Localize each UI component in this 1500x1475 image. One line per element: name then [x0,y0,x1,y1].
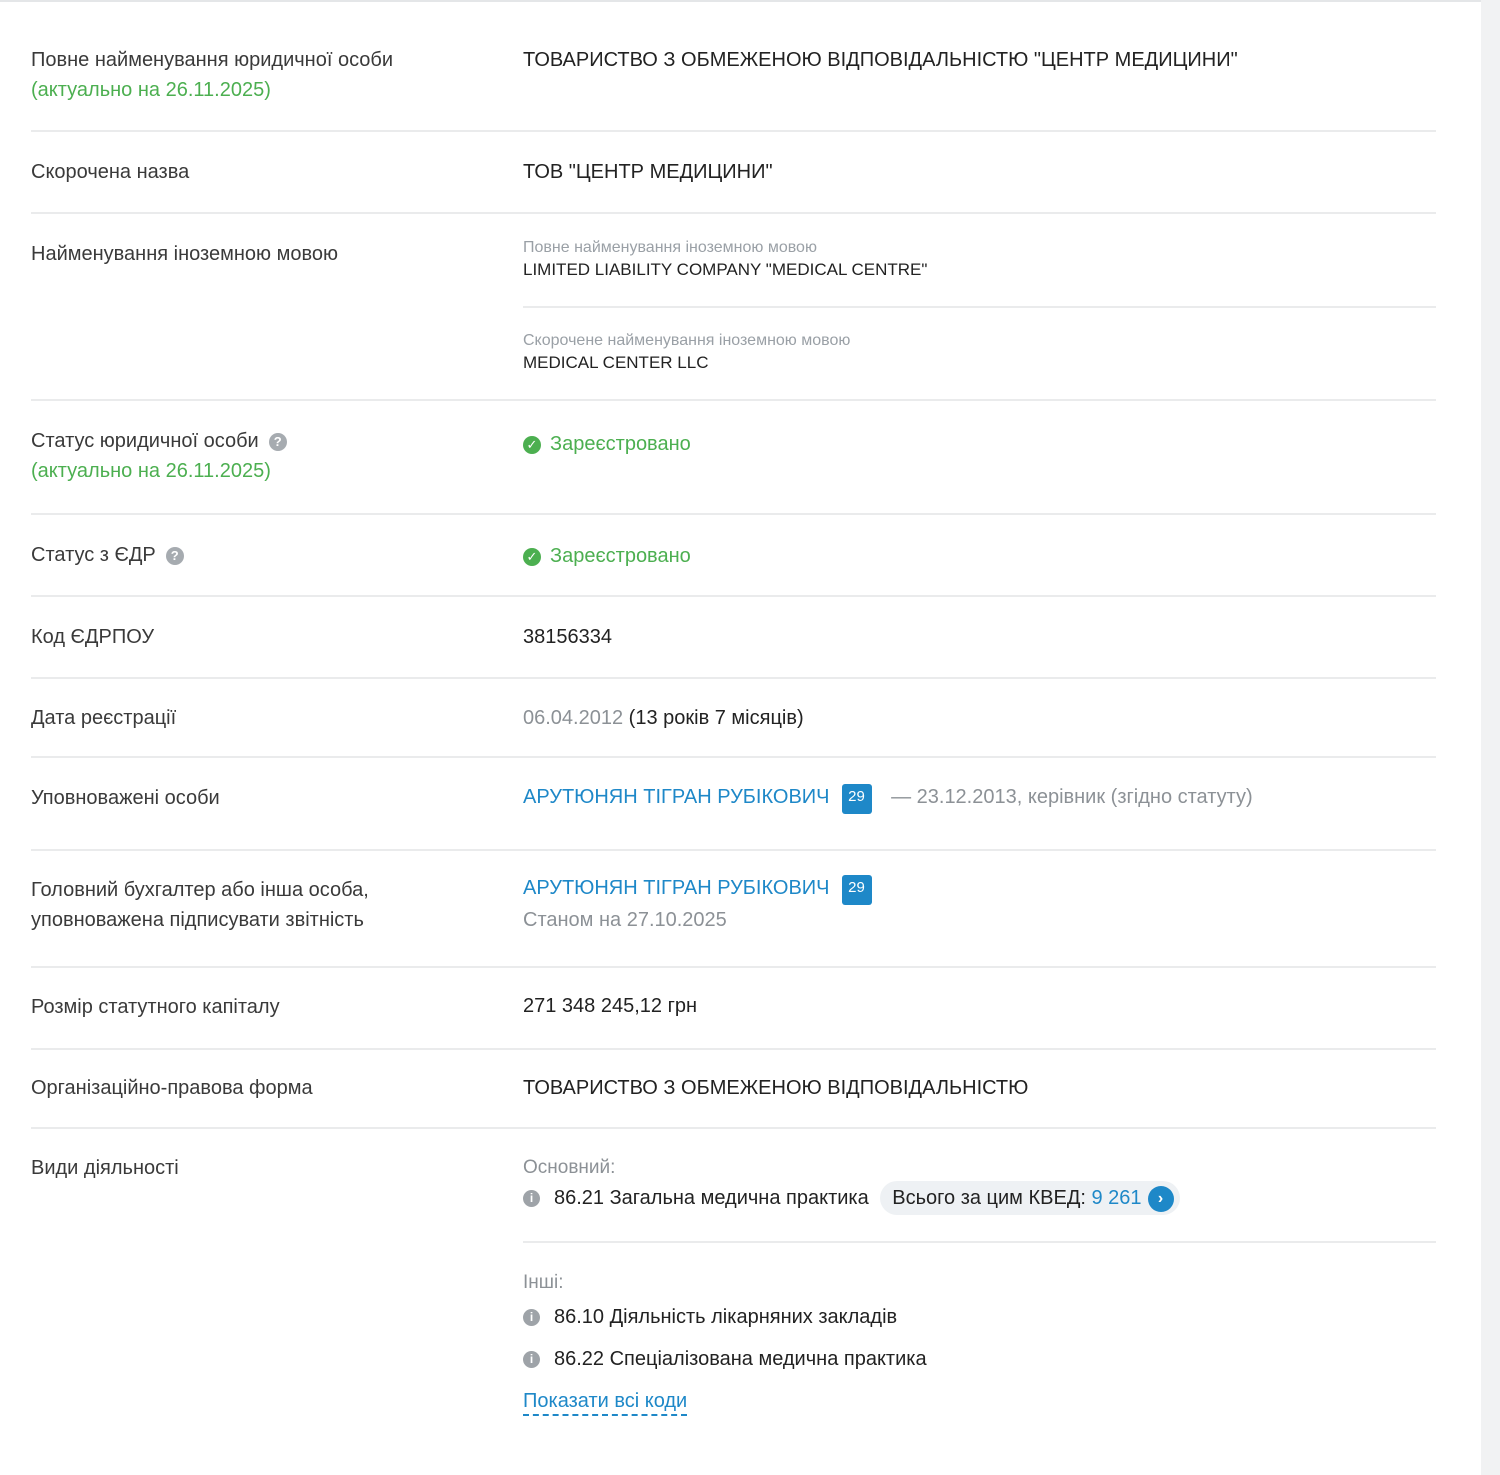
status-label: Статус юридичної особи [31,430,259,452]
row-edrpou [31,597,1436,679]
kved-total-count: 9 261 [1091,1187,1142,1209]
check-circle-icon: ✓ [523,548,541,566]
person-count-badge[interactable]: 29 [842,875,872,905]
reg-date: 06.04.2012 [523,707,624,729]
activities-divider [523,1241,1436,1243]
row-legal-form [31,1050,1436,1129]
short-name-value: ТОВ "ЦЕНТР МЕДИЦИНИ" [523,161,773,183]
edr-status-text: Зареєстровано [550,545,691,567]
accountant-note: Станом на 27.10.2025 [523,909,727,931]
foreign-short-value: MEDICAL CENTER LLC [523,353,709,372]
full-name-label: Повне найменування юридичної особи [31,49,394,71]
foreign-full-value: LIMITED LIABILITY COMPANY "MEDICAL CENTRE" [523,260,928,279]
main-caption-text: Основний: [523,1157,616,1178]
accountant-value [523,873,872,935]
kved-total-button[interactable] [880,1181,1179,1215]
other-caption-text: Інші: [523,1272,564,1293]
authorized-note: — 23.12.2013, керівник (згідно статуту) [891,786,1253,808]
row-label [31,426,287,486]
actual-date-note: (актуально на 26.11.2025) [31,79,271,101]
row-status [31,401,1436,515]
info-circle-icon[interactable]: i [523,1190,540,1207]
other-activity-text: 86.10 Діяльність лікарняних закладів [554,1306,898,1328]
other-activity-text: 86.22 Спеціалізована медична практика [554,1348,927,1370]
scrollbar-track[interactable] [1481,0,1500,1475]
chevron-right-circle-icon[interactable]: › [1148,1186,1174,1212]
question-circle-icon[interactable]: ? [166,547,184,565]
info-circle-icon[interactable]: i [523,1351,540,1368]
person-count-badge[interactable]: 29 [842,784,872,814]
row-label [31,875,369,935]
person-link[interactable]: АРУТЮНЯН ТІГРАН РУБІКОВИЧ [523,786,830,808]
main-activity [523,1181,1180,1215]
foreign-short-caption: Скорочене найменування іноземною мовою [523,332,851,349]
kved-total-label: Всього за цим КВЕД: [892,1187,1086,1209]
other-activity-item [523,1302,897,1332]
activities-label: Види діяльності [31,1157,179,1179]
reg-date-label: Дата реєстрації [31,707,177,729]
question-circle-icon[interactable]: ? [269,433,287,451]
foreign-short-block [523,331,850,375]
row-capital [31,968,1436,1050]
row-activities [31,1129,1436,1439]
short-name-label: Скорочена назва [31,161,190,183]
row-label [31,540,184,570]
row-chief-accountant [31,851,1436,968]
row-label [31,45,393,105]
other-activity-item [523,1344,927,1374]
authorized-label: Уповноважені особи [31,787,220,809]
row-authorized-persons [31,758,1436,851]
reg-age: (13 років 7 місяців) [628,707,804,729]
foreign-name-label: Найменування іноземною мовою [31,243,338,265]
edrpou-value: 38156334 [523,626,612,648]
main-activity-text: 86.21 Загальна медична практика [554,1187,869,1209]
person-link[interactable]: АРУТЮНЯН ТІГРАН РУБІКОВИЧ [523,877,830,899]
foreign-full-block [523,238,927,282]
capital-value: 271 348 245,12 грн [523,995,698,1017]
info-circle-icon[interactable]: i [523,1309,540,1326]
authorized-value [523,782,1253,814]
capital-label: Розмір статутного капіталу [31,996,280,1018]
status-text: Зареєстровано [550,433,691,455]
accountant-label-line1: Головний бухгалтер або інша особа, [31,879,369,901]
edr-status-value [523,541,691,571]
row-edr-status [31,515,1436,597]
accountant-label-line2: уповноважена підписувати звітність [31,909,364,931]
row-full-name [31,30,1436,132]
other-activities-caption [523,1268,564,1298]
main-activity-caption [523,1153,615,1183]
row-registration-date [31,679,1436,758]
edr-status-label: Статус з ЄДР [31,544,156,566]
reg-date-value [523,703,804,733]
show-all-codes [523,1386,687,1416]
foreign-full-caption: Повне найменування іноземною мовою [523,239,817,256]
row-foreign-name [31,214,1436,401]
row-short-name [31,132,1436,214]
foreign-divider [523,306,1436,308]
edrpou-label: Код ЄДРПОУ [31,626,155,648]
legal-form-value: ТОВАРИСТВО З ОБМЕЖЕНОЮ ВІДПОВІДАЛЬНІСТЮ [523,1077,1029,1099]
actual-date-note: (актуально на 26.11.2025) [31,460,271,482]
show-all-codes-link[interactable]: Показати всі коди [523,1390,687,1416]
legal-form-label: Організаційно-правова форма [31,1077,313,1099]
status-value [523,429,691,459]
full-name-value: ТОВАРИСТВО З ОБМЕЖЕНОЮ ВІДПОВІДАЛЬНІСТЮ "ЦЕНТР МЕДИЦИНИ" [523,49,1238,71]
check-circle-icon: ✓ [523,436,541,454]
